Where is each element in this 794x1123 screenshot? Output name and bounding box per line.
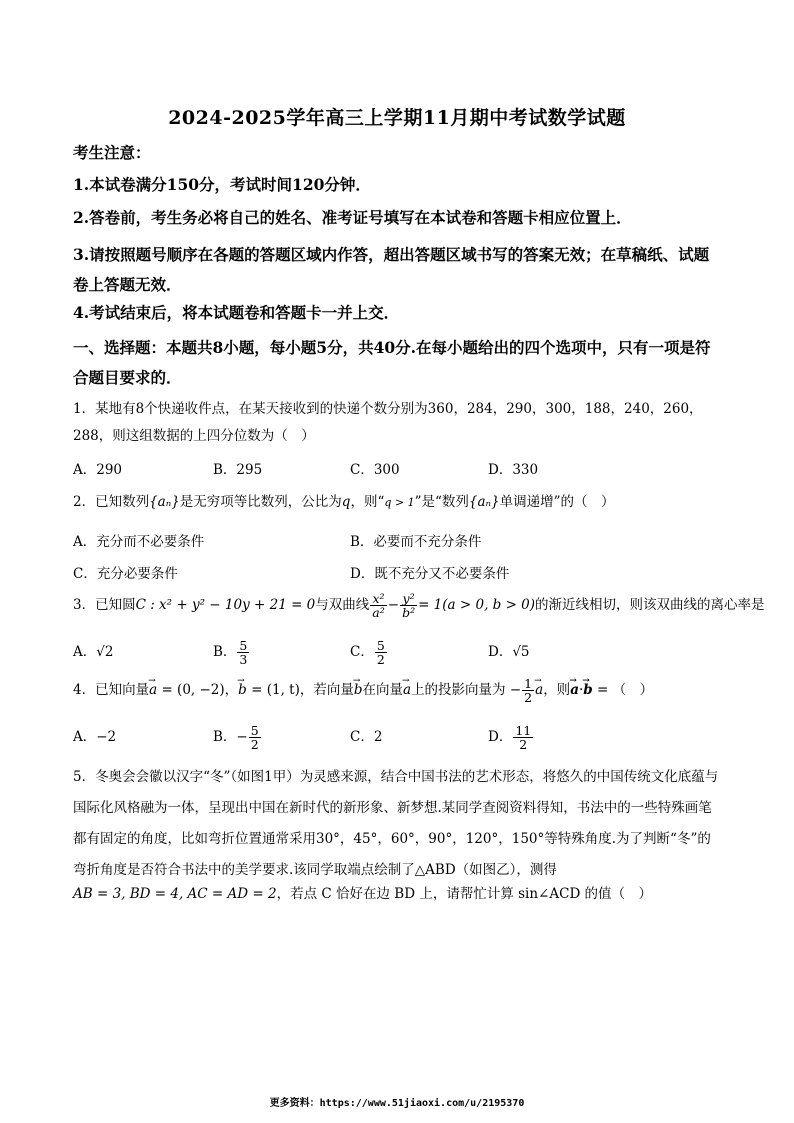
question-3-text: 3．已知圆C : x² + y² − 10y + 21 = 0与双曲线 $\frac{\text{x²}}{\text{a²}}$ − $\frac{\text{y²}}{\text{b²}}$ = 1(a > 0, b > 0)的渐近线相切，则该双曲线的离心率是	[73, 591, 765, 620]
question-1-text: 1．某地有8个快递收件点，在某天接收到的快递个数分别为360，284，290，300，188，240，260，288，则这组数据的上四分位数为（ ）	[73, 401, 703, 444]
hyperbola-x-term: $\frac{\text{x²}}{\text{a²}}$	[372, 591, 385, 620]
vector-b: → b	[238, 675, 247, 705]
question-2-options-row-2	[73, 562, 723, 582]
question-3-options	[73, 637, 723, 667]
q1-option-c: C．300	[350, 462, 400, 478]
section-heading: 一、选择题：本题共8小题，每小题5分，共40分.在每小题给出的四个选项中，只有一项是符合题目要求的．	[73, 338, 711, 387]
q3-option-a: A．√2	[73, 644, 114, 660]
notice-item-3: 3.请按照题号顺序在各题的答题区域内作答，超出答题区域书写的答案无效；在草稿纸、试题卷上答题无效．	[73, 245, 710, 294]
q2-option-a: A．充分而不必要条件	[73, 534, 205, 550]
q3-option-c: C． $\frac{5}{2}$	[350, 638, 385, 667]
q3-option-b: B． $\frac{5}{3}$	[213, 638, 248, 667]
footer-link[interactable]: 更多资料：https://www.51jiaoxi.com/u/2195370	[269, 1098, 525, 1109]
vector-a: → a	[149, 675, 157, 705]
question-4-text: 4．已知向量→ a = (0, −2)，→ b = (1, t)，若向量→ b在向量→ a上的投影向量为 − $\frac{1}{2}$ → a，则→ a·→ b = （ ）	[73, 675, 723, 705]
q4-option-d: D． $\frac{11}{2}$	[488, 723, 532, 752]
sequence-symbol: {aₙ}	[149, 494, 180, 510]
circle-equation: C : x² + y² − 10y + 21 = 0	[135, 597, 316, 613]
q2-option-d: D．既不充分又不必要条件	[350, 566, 510, 582]
question-2-text: 2．已知数列{aₙ}是无穷项等比数列，公比为q，则“q > 1”是“数列{aₙ}单调递增”的（ ）	[73, 494, 615, 510]
q4-option-c: C．2	[350, 729, 383, 745]
question-4-options	[73, 722, 723, 752]
question-5-text: 5．冬奥会会徽以汉字“冬”（如图1甲）为灵感来源，结合中国书法的艺术形态，将悠久的中国传统文化底蕴与国际化风格融为一体，呈现出中国在新时代的新形象、新梦想.某同学查阅资料得知，书法中的一些特殊画笔都有固定的角度，比如弯折位置通常采用30°，45°，60°，90°，120°，150°等特殊角度.为了判断“冬”的弯折角度是否符合书法中的美学要求.该同学取端点绘制了△ABD（如图乙），测得	[73, 769, 719, 878]
q2-option-c: C．充分必要条件	[73, 566, 178, 582]
notice-item-1: 1.本试卷满分150分，考试时间120分钟．	[73, 175, 371, 194]
q1-option-d: D．330	[488, 462, 539, 478]
q1-option-b: B．295	[213, 462, 263, 478]
q4-option-b: B．− $\frac{5}{2}$	[213, 723, 259, 752]
question-2-options-row-1	[73, 530, 723, 550]
hyperbola-y-term: $\frac{\text{y²}}{\text{b²}}$	[402, 591, 416, 620]
page-title: 2024-2025学年高三上学期11月期中考试数学试题	[168, 107, 626, 129]
question-1-options	[73, 458, 723, 478]
q1-option-a: A．290	[73, 462, 123, 478]
q3-option-d: D．√5	[488, 644, 530, 660]
question-5-condition: AB = 3, BD = 4, AC = AD = 2，若点 C 恰好在边 BD 上，请帮忙计算 sin∠ACD 的值（ ）	[73, 886, 653, 902]
q2-option-b: B．必要而不充分条件	[350, 534, 482, 550]
notice-item-4: 4.考试结束后，将本试题卷和答题卡一并上交．	[73, 303, 400, 322]
q4-option-a: A．−2	[73, 729, 117, 745]
notice-item-2: 2.答卷前，考生务必将自己的姓名、准考证号填写在本试卷和答题卡相应位置上．	[73, 208, 632, 227]
notice-heading: 考生注意：	[73, 143, 151, 162]
